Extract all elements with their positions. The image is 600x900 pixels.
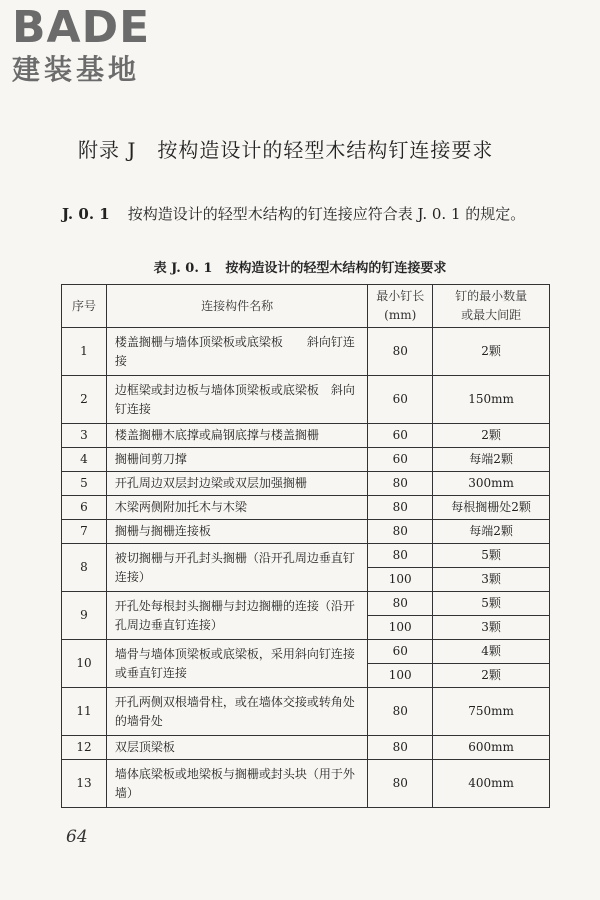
row-qty: 3颗 — [433, 568, 550, 592]
row-qty: 750mm — [433, 688, 550, 736]
row-name: 墙骨与墙体顶梁板或底梁板，采用斜向钉连接或垂直钉连接 — [106, 640, 367, 688]
row-name: 楼盖搁栅木底撑或扁钢底撑与楼盖搁栅 — [106, 424, 367, 448]
table-row — [62, 544, 550, 568]
row-qty: 3颗 — [433, 616, 550, 640]
table-row — [62, 328, 550, 376]
row-no: 1 — [62, 328, 107, 376]
row-no: 5 — [62, 472, 107, 496]
table-row — [62, 688, 550, 736]
table-row — [62, 376, 550, 424]
table-row — [62, 640, 550, 664]
page-number: 64 — [66, 827, 88, 847]
table-row — [62, 496, 550, 520]
row-qty: 每端2颗 — [433, 448, 550, 472]
row-no: 10 — [62, 640, 107, 688]
row-length: 80 — [368, 328, 433, 376]
row-qty: 2颗 — [433, 664, 550, 688]
row-length: 60 — [368, 640, 433, 664]
row-name: 双层顶梁板 — [106, 736, 367, 760]
row-no: 9 — [62, 592, 107, 640]
logo-wordmark: BADE — [12, 2, 151, 53]
row-no: 2 — [62, 376, 107, 424]
row-no: 3 — [62, 424, 107, 448]
row-length: 100 — [368, 616, 433, 640]
row-length: 80 — [368, 496, 433, 520]
row-qty: 150mm — [433, 376, 550, 424]
row-qty: 5颗 — [433, 592, 550, 616]
table-row — [62, 736, 550, 760]
row-name: 搁栅与搁栅连接板 — [106, 520, 367, 544]
table-row — [62, 760, 550, 808]
header-qty-line1: 钉的最小数量 — [455, 289, 528, 303]
row-no: 4 — [62, 448, 107, 472]
header-qty-line2: 或最大间距 — [461, 308, 522, 322]
row-name: 楼盖搁栅与墙体顶梁板或底梁板 斜向钉连接 — [106, 328, 367, 376]
row-name: 开孔两侧双根墙骨柱，或在墙体交接或转角处的墙骨处 — [106, 688, 367, 736]
row-no: 8 — [62, 544, 107, 592]
row-length: 80 — [368, 544, 433, 568]
row-qty: 5颗 — [433, 544, 550, 568]
row-qty: 600mm — [433, 736, 550, 760]
table-row — [62, 472, 550, 496]
row-length: 80 — [368, 520, 433, 544]
row-length: 100 — [368, 664, 433, 688]
table-row — [62, 520, 550, 544]
header-length-line2: (mm) — [384, 308, 417, 322]
row-no: 11 — [62, 688, 107, 736]
logo-subtitle: 建装基地 — [12, 53, 141, 86]
row-no: 12 — [62, 736, 107, 760]
row-length: 80 — [368, 760, 433, 808]
row-qty: 每端2颗 — [433, 520, 550, 544]
table-header-row — [62, 285, 550, 328]
header-no: 序号 — [62, 285, 107, 328]
row-qty: 400mm — [433, 760, 550, 808]
row-length: 60 — [368, 376, 433, 424]
nail-connection-table — [61, 284, 550, 808]
header-length — [368, 285, 433, 328]
header-length-line1: 最小钉长 — [376, 289, 425, 303]
table-row — [62, 592, 550, 616]
row-length: 80 — [368, 736, 433, 760]
header-qty — [433, 285, 550, 328]
row-length: 60 — [368, 424, 433, 448]
row-qty: 2颗 — [433, 328, 550, 376]
row-name: 开孔处每根封头搁栅与封边搁栅的连接（沿开孔周边垂直钉连接） — [106, 592, 367, 640]
clause-number: J. 0. 1 — [62, 205, 110, 223]
table-caption: 表 J. 0. 1 按构造设计的轻型木结构的钉连接要求 — [153, 261, 447, 276]
row-qty: 300mm — [433, 472, 550, 496]
clause-paragraph — [62, 201, 552, 227]
row-no: 7 — [62, 520, 107, 544]
clause-text: 按构造设计的轻型木结构的钉连接应符合表 J. 0. 1 的规定。 — [127, 205, 526, 223]
row-length: 80 — [368, 688, 433, 736]
row-qty: 每根搁栅处2颗 — [433, 496, 550, 520]
row-name: 开孔周边双层封边梁或双层加强搁栅 — [106, 472, 367, 496]
appendix-title: 附录 J 按构造设计的轻型木结构钉连接要求 — [78, 138, 494, 162]
row-qty: 2颗 — [433, 424, 550, 448]
table-row — [62, 448, 550, 472]
row-length: 80 — [368, 592, 433, 616]
bade-logo — [12, 4, 150, 86]
row-name: 墙体底梁板或地梁板与搁栅或封头块（用于外墙） — [106, 760, 367, 808]
row-no: 6 — [62, 496, 107, 520]
table-row — [62, 424, 550, 448]
row-qty: 4颗 — [433, 640, 550, 664]
row-length: 100 — [368, 568, 433, 592]
row-length: 60 — [368, 448, 433, 472]
row-name: 搁栅间剪刀撑 — [106, 448, 367, 472]
row-length: 80 — [368, 472, 433, 496]
row-name: 边框梁或封边板与墙体顶梁板或底梁板 斜向钉连接 — [106, 376, 367, 424]
row-name: 被切搁栅与开孔封头搁栅（沿开孔周边垂直钉连接） — [106, 544, 367, 592]
row-name: 木梁两侧附加托木与木梁 — [106, 496, 367, 520]
header-name: 连接构件名称 — [106, 285, 367, 328]
row-no: 13 — [62, 760, 107, 808]
